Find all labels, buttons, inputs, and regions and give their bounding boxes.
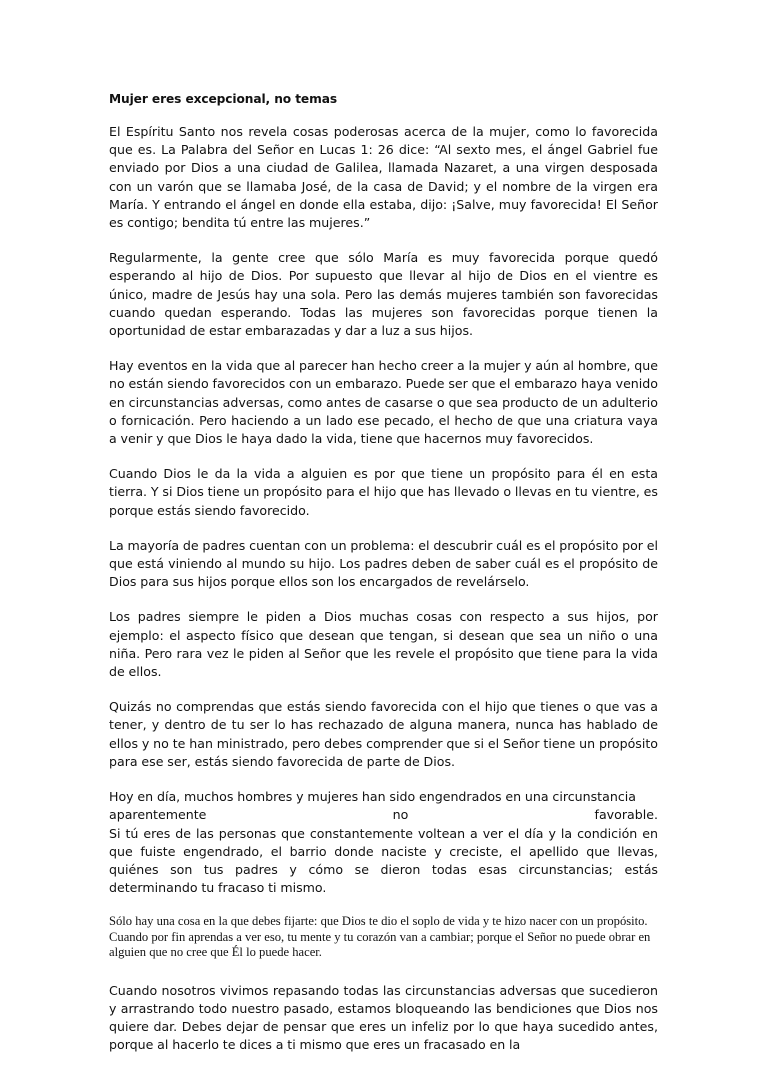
document-title: Mujer eres excepcional, no temas [109,92,337,106]
paragraph-8-word-2: no [392,807,409,823]
paragraph-4: Cuando Dios le da la vida a alguien es por que tiene un propósito para él en esta tierra. Y si Dios tiene un propósito para el hijo que has llevado o llevas en tu vientre, es porque estás siendo favorecido. [109,466,658,518]
paragraph-8-word-1: aparentemente [109,807,207,823]
paragraph-7: Quizás no comprendas que estás siendo favorecida con el hijo que tienes o que vas a tener, y dentro de tu ser lo has rechazado de alguna manera, nunca has hablado de ellos y no te han ministrado, pero debes comprender que si el Señor tiene un propósito para ese ser, estás siendo favorecida de parte de Dios. [109,699,658,769]
paragraph-1: El Espíritu Santo nos revela cosas poderosas acerca de la mujer, como lo favorecida que es. La Palabra del Señor en Lucas 1: 26 dice: “Al sexto mes, el ángel Gabriel fue enviado por Dios a una ciudad de Galilea, llamada Nazaret, a una virgen desposada con un varón que se llamaba José, de la casa de David; y el nombre de la virgen era María. Y entrando el ángel en donde ella estaba, dijo: ¡Salve, muy favorecida! El Señor es contigo; bendita tú entre las mujeres.” [109,124,658,231]
paragraph-6: Los padres siempre le piden a Dios muchas cosas con respecto a sus hijos, por ejemplo: el aspecto físico que desean que tengan, si desean que sea un niño o una niña. Pero rara vez le piden al Señor que les revele el propósito que tiene para la vida de ellos. [109,609,658,680]
paragraph-8-line-2 [109,806,658,824]
paragraph-2: Regularmente, la gente cree que sólo María es muy favorecida porque quedó esperando al hijo de Dios. Por supuesto que llevar al hijo de Dios en el vientre es único, madre de Jesús hay una sola. Pero las demás mujeres también son favorecidas cuando quedan esperando. Todas las mujeres son favorecidas porque tienen la oportunidad de estar embarazadas y dar a luz a sus hijos. [109,250,658,339]
paragraph-last: Cuando nosotros vivimos repasando todas las circunstancias adversas que sucedieron y arrastrando todo nuestro pasado, estamos bloqueando las bendiciones que Dios nos quiere dar. Debes dejar de pensar que eres un infeliz por lo que haya sucedido antes, porque al hacerlo te dices a ti mismo que eres un fracasado en la [109,982,658,1053]
paragraph-8-word-3: favorable. [594,807,658,823]
paragraph-8 [109,788,658,897]
paragraph-8-line-1: Hoy en día, muchos hombres y mujeres han sido engendrados en una circunstancia [109,789,636,805]
paragraph-8-rest: Si tú eres de las personas que constantemente voltean a ver el día y la condición en que fuiste engendrado, el barrio donde naciste y creciste, el apellido que llevas, quiénes son tus padres y cómo se dieron todas esas circunstancias; estás determinando tu fracaso ti mismo. [109,825,658,896]
serif-paragraph: Sólo hay una cosa en la que debes fijarte: que Dios te dio el soplo de vida y te hizo nacer con un propósito. Cuando por fin aprendas a ver eso, tu mente y tu corazón van a cambiar; porque el Señor no puede obrar en alguien que no cree que Él lo puede hacer. [109,914,651,960]
paragraph-3: Hay eventos en la vida que al parecer han hecho creer a la mujer y aún al hombre, que no están siendo favorecidos con un embarazo. Puede ser que el embarazo haya venido en circunstancias adversas, como antes de casarse o que sea producto de un adulterio o fornicación. Pero haciendo a un lado ese pecado, el hecho de que una criatura vaya a venir y que Dios le haya dado la vida, tiene que hacernos muy favorecidos. [109,358,658,447]
document-page [109,92,658,1071]
paragraph-5: La mayoría de padres cuentan con un problema: el descubrir cuál es el propósito por el que está viniendo al mundo su hijo. Los padres deben de saber cuál es el propósito de Dios para sus hijos porque ellos son los encargados de revelárselo. [109,537,659,590]
